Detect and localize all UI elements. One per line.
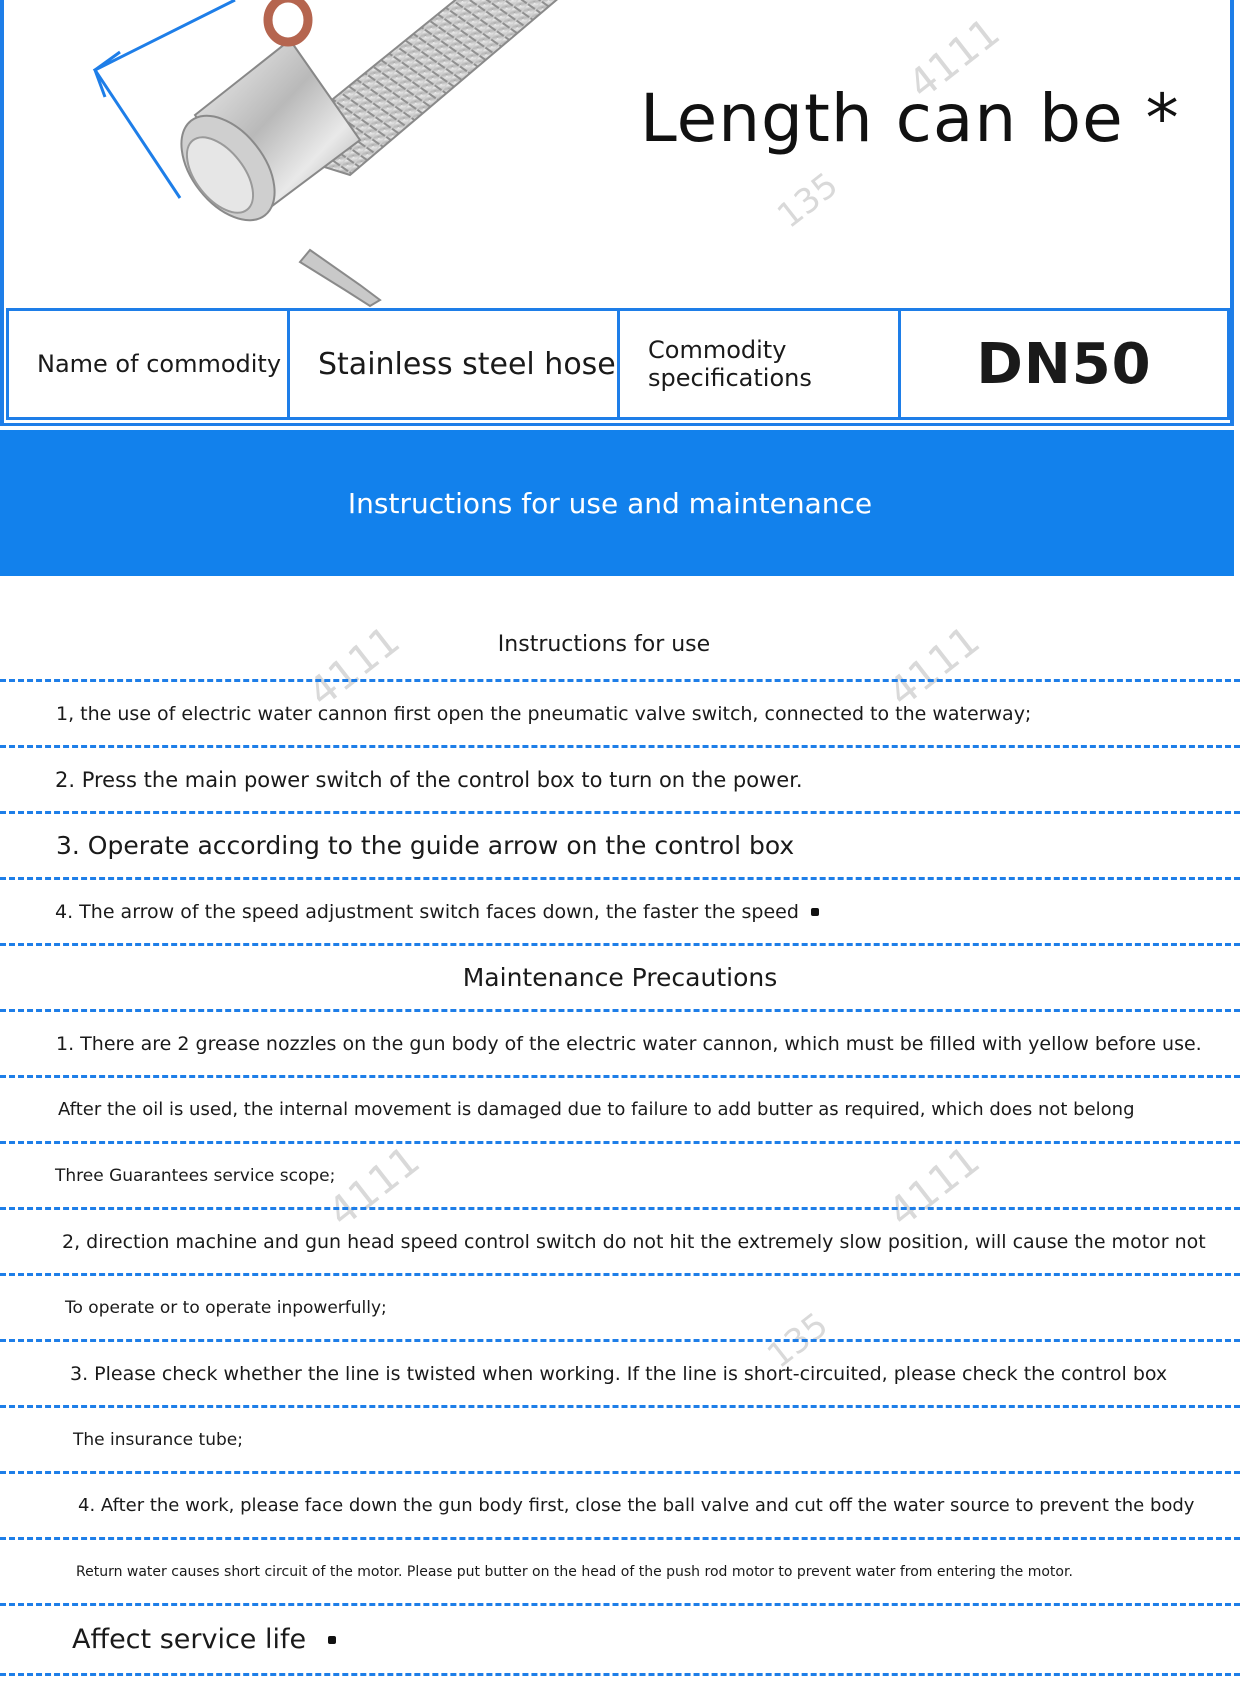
- list-item: Three Guarantees service scope;: [0, 1144, 1240, 1210]
- maintenance-heading-row: [0, 946, 1240, 1012]
- spec-label-cell: Commodity specifications: [620, 311, 901, 417]
- watermark: 135: [760, 1305, 836, 1377]
- watermark: 4111: [320, 1137, 429, 1237]
- stray-mark: [328, 1636, 336, 1644]
- watermark: 4111: [880, 617, 989, 717]
- stainless-hose-image: [60, 0, 620, 315]
- banner-title: Instructions for use and maintenance: [347, 486, 873, 520]
- list-item: 4. The arrow of the speed adjustment switch faces down, the faster the speed: [0, 880, 1240, 946]
- use-heading: Instructions for use: [497, 632, 711, 657]
- instructions-list: [0, 610, 1240, 1676]
- list-item: 2. Press the main power switch of the control box to turn on the power.: [0, 748, 1240, 814]
- stray-mark: [811, 908, 819, 916]
- product-hero: [0, 0, 1240, 430]
- list-item: Affect service life: [0, 1606, 1240, 1676]
- list-item: After the oil is used, the internal movement is damaged due to failure to add butter as required, which does not belong: [0, 1078, 1240, 1144]
- watermark: 135: [770, 165, 846, 237]
- list-item: 1. There are 2 grease nozzles on the gun body of the electric water cannon, which must be filled with yellow before use.: [0, 1012, 1240, 1078]
- name-label-cell: Name of commodity: [9, 311, 290, 417]
- watermark: 4111: [300, 617, 409, 717]
- name-value-cell: Stainless steel hose: [290, 311, 620, 417]
- section-banner: [0, 430, 1234, 576]
- list-item: To operate or to operate inpowerfully;: [0, 1276, 1240, 1342]
- maintenance-heading: Maintenance Precautions: [462, 963, 778, 992]
- list-item: 3. Operate according to the guide arrow on the control box: [0, 814, 1240, 880]
- watermark: 4111: [880, 1137, 989, 1237]
- list-item: Return water causes short circuit of the motor. Please put butter on the head of the push rod motor to prevent water from entering the motor.: [0, 1540, 1240, 1606]
- use-heading-row: [0, 610, 1240, 682]
- spec-table: [6, 308, 1230, 420]
- list-item: 1, the use of electric water cannon first open the pneumatic valve switch, connected to the waterway;: [0, 682, 1240, 748]
- spec-value-cell: DN50: [976, 331, 1152, 397]
- list-item: The insurance tube;: [0, 1408, 1240, 1474]
- list-item: 3. Please check whether the line is twisted when working. If the line is short-circuited, please check the control box: [0, 1342, 1240, 1408]
- list-item: 4. After the work, please face down the gun body first, close the ball valve and cut off the water source to prevent the body: [0, 1474, 1240, 1540]
- length-headline: Length can be *: [640, 80, 1180, 157]
- watermark: 4111: [900, 9, 1009, 109]
- list-item: 2, direction machine and gun head speed control switch do not hit the extremely slow position, will cause the motor not: [0, 1210, 1240, 1276]
